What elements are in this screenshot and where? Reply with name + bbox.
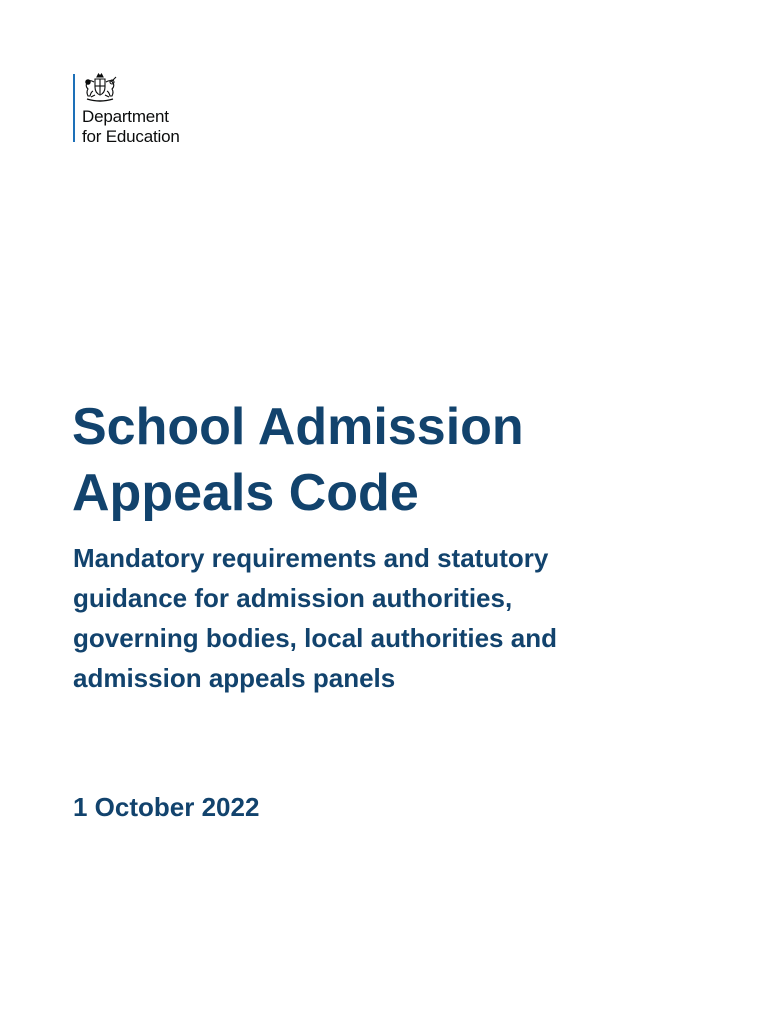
logo-wordmark <box>82 107 180 147</box>
royal-coat-of-arms-icon <box>81 72 119 104</box>
subtitle-line-3: governing bodies, local authorities and <box>73 623 557 653</box>
document-title <box>72 394 524 526</box>
department-for-education-logo <box>73 72 213 144</box>
logo-rule <box>73 74 75 142</box>
title-line-1: School Admission <box>72 398 524 456</box>
subtitle-line-4: admission appeals panels <box>73 663 396 693</box>
logo-line-department: Department <box>82 107 169 126</box>
publication-date: 1 October 2022 <box>73 792 260 822</box>
document-subtitle <box>73 538 557 698</box>
subtitle-line-1: Mandatory requirements and statutory <box>73 543 549 573</box>
logo-line-for-education: for Education <box>82 127 180 146</box>
subtitle-line-2: guidance for admission authorities, <box>73 583 513 613</box>
title-line-2: Appeals Code <box>72 464 419 522</box>
